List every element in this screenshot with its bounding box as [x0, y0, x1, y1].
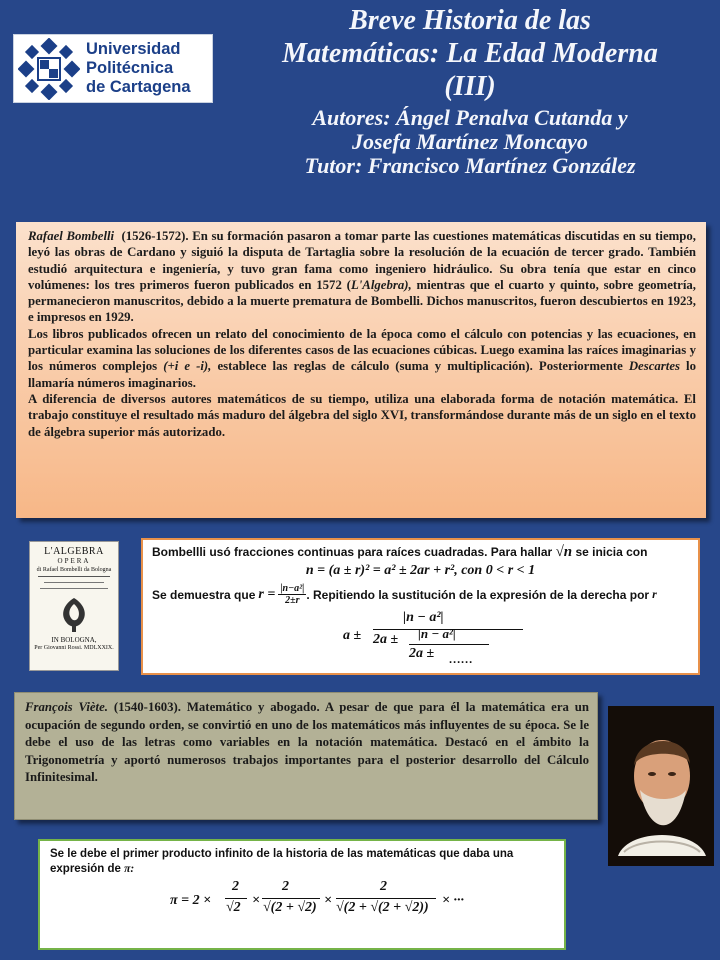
- frac2-num: 2: [282, 879, 289, 894]
- printer-device-icon: [54, 596, 94, 632]
- logo-line: de Cartagena: [86, 78, 191, 96]
- times: ×: [324, 893, 332, 908]
- algebra-title: L'Algebra),: [350, 277, 412, 292]
- cf-denominator: 2a ±: [373, 632, 399, 647]
- bombelli-bio-box: [16, 222, 706, 518]
- continued-fraction: [343, 610, 643, 672]
- cf-numerator-inner: |n − a²|: [418, 626, 456, 641]
- times: ×: [252, 893, 260, 908]
- viete-paragraph: [25, 699, 589, 787]
- bombelli-paragraph-3: [28, 391, 696, 440]
- authors: [228, 106, 712, 178]
- book-title: L'ALGEBRA: [44, 546, 104, 557]
- r-fraction-numerator: |n−a²|: [280, 583, 305, 594]
- book-printer: Per Giovanni Rossi. MDLXXIX.: [34, 645, 114, 651]
- bombelli-text: lo llamaría números imaginarios.: [28, 359, 697, 390]
- descartes-name: Descartes: [628, 359, 680, 374]
- viete-text: (1540-1603). Matemático y abogado. A pesar de que para él la matemática era un ocupación de segundo orden, se convirtió en uno de los matemáticos más influyentes de su época. Se le debe el uso de las letras como variables en la notación matemática. Destacó en el ámbito la Trigonometría y aportó numerosos trabajos importantes para el posterior desarrollo del Cálculo Infinitesimal.: [25, 700, 589, 784]
- title-line: Matemáticas: La Edad Moderna: [282, 38, 658, 69]
- cf-denominator-inner: 2a ±: [409, 646, 435, 661]
- frac1-den: √2: [226, 900, 241, 915]
- pi-equals: π = 2 ×: [170, 893, 212, 908]
- bombelli-text: establece las reglas de cálculo (suma y multiplicación). Posteriormente: [211, 359, 629, 374]
- frac3-num: 2: [380, 879, 387, 894]
- formula1-intro-text: Bombellli usó fracciones continuas para raíces cuadradas. Para hallar: [152, 545, 553, 559]
- formula1-demo: [152, 583, 689, 606]
- title-line: (III): [444, 71, 496, 102]
- product-tail: × ···: [442, 893, 464, 908]
- page-header: [228, 4, 712, 178]
- authors-line: Josefa Martínez Moncayo: [352, 129, 588, 154]
- bombelli-paragraph-2: [28, 326, 696, 391]
- imaginary-notation: (+i e -i),: [163, 359, 212, 374]
- bombelli-text: mientras que el cuarto y quinto, sobre geometría, permanecieron manuscritos, debido a la muerte prematura de Bombelli. Dichos manuscritos, fueron descubiertos en 1923, e impresos en 1929.: [28, 277, 696, 325]
- formula1-intro: [152, 544, 689, 561]
- pi-symbol: π:: [124, 863, 135, 875]
- university-logo: [13, 34, 213, 103]
- authors-line: Autores: Ángel Penalva Cutanda y: [312, 105, 628, 130]
- frac2-den: √(2 + √2): [263, 900, 317, 915]
- bombelli-paragraph-1: [28, 228, 696, 326]
- tutor-line: Tutor: Francisco Martínez González: [304, 153, 636, 178]
- logo-line: Universidad: [86, 40, 181, 58]
- r-fraction-denominator: 2±r: [285, 595, 300, 606]
- page-title: [228, 4, 712, 103]
- book-author: di Rafael Bombelli da Bologna: [36, 567, 112, 573]
- algebra-book-cover: [29, 541, 119, 671]
- frac3-den: √(2 + √(2 + √2)): [336, 900, 429, 915]
- bombelli-text: A diferencia de diversos autores matemáticos de su tiempo, utiliza una elaborada forma de notación matemática. El trabajo constituye el resultado más maduro del álgebra del siglo XVI, transformándose durante más de un siglo en el texto de álgebra superior más autorizado.: [28, 391, 696, 439]
- viete-formula: [170, 881, 470, 947]
- continued-fraction-box: [141, 538, 700, 675]
- expansion-equation: n = (a ± r)² = a² ± 2ar + r², con 0 < r < 1: [305, 563, 536, 578]
- formula1-intro-text: se inicia con: [575, 545, 648, 559]
- viete-name: François Viète.: [25, 700, 108, 714]
- title-line: Breve Historia de las: [349, 5, 591, 36]
- bombelli-name: Rafael Bombelli: [28, 229, 115, 243]
- r-equals: r =: [258, 586, 276, 602]
- portrait-illustration-icon: [608, 706, 714, 866]
- formula1-demo-text: Se demuestra que: [152, 587, 256, 602]
- viete-bio-box: [14, 692, 598, 820]
- logo-line: Politécnica: [86, 59, 174, 77]
- book-place: IN BOLOGNA,: [51, 636, 97, 644]
- cf-numerator: |n − a²|: [403, 610, 444, 625]
- bombelli-text: Los libros publicados ofrecen un relato del conocimiento de la época como el cálculo con potencias y las ecuaciones, en particular examina las soluciones de los diferentes casos de las ecuaciones cúbicas. Luego examina las raíces imaginarias y los números complejos: [28, 326, 696, 374]
- cf-a: a ±: [343, 628, 362, 643]
- viete-product-box: [38, 839, 566, 950]
- r-variable: r: [652, 587, 657, 601]
- r-fraction: [278, 583, 306, 606]
- sqrt-n: √n: [555, 544, 573, 560]
- frac1-num: 2: [232, 879, 239, 894]
- formula1-repeat-text: . Repitiendo la sustitución de la expresión de la derecha por: [306, 587, 650, 602]
- bombelli-text: (1526-1572). En su formación pasaron a tomar parte las cuestiones matemáticas discutidas en su tiempo, leyó las obras de Cardano y siguió la disputa de Tartaglia sobre la resolución de la ecuación de tercer grado. También estudió arquitectura e ingeniería, y tuvo gran fama como ingeniero hidráulico. Su obra tenía que estar en cinco volúmenes: los tres primeros fueron publicados en 1572 (: [28, 229, 697, 292]
- formula2-text: [50, 847, 554, 877]
- cf-dots: ……: [449, 652, 473, 666]
- upct-shield-icon: [18, 38, 80, 100]
- book-subtitle: OPERA: [57, 557, 91, 565]
- formula2-text-body: Se le debe el primer producto infinito de la historia de las matemáticas que daba una expresión de: [50, 848, 514, 875]
- viete-portrait: [608, 706, 714, 866]
- logo-text: [86, 40, 191, 97]
